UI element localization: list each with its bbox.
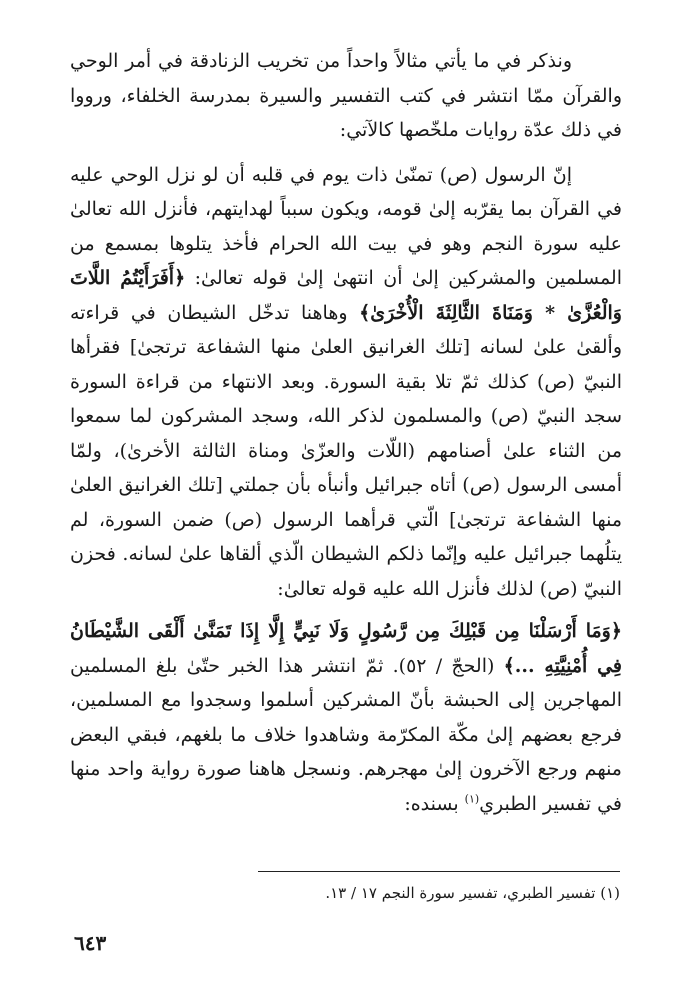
footnote-reference: (١): [464, 792, 480, 806]
quran-verse-hajj: ﴿وَمَا أَرْسَلْنَا مِن قَبْلِكَ مِن رَّسُولٍ وَلَا نَبِيٍّ إِلَّا إِذَا تَمَنَّىٰ أَلْقَى الشَّيْطَانُ فِي أُمْنِيَّتِهِ ...﴾: [70, 620, 623, 677]
page-number: ٦٤٣: [74, 931, 107, 955]
narration-continuation: وهاهنا تدخّل الشيطان في قراءته وألقىٰ علىٰ لسانه [تلك الغرانيق العلىٰ منها الشفاعة ترتجىٰ] فقرأها النبيّ (ص) كذلك ثمّ تلا بقية السورة. وبعد الانتهاء من قراءة السورة سجد النبيّ (ص) والمسلمون لذكر الله، وسجد المشركون لما سمعوا من الثناء علىٰ أصنامهم (اللّات والعزّىٰ ومناة الثالثة الأخرىٰ)، ولمّا أمسى الرسول (ص) أتاه جبرائيل وأنبأه بأن جملتي [تلك الغرانيق العلىٰ منها الشفاعة ترتجىٰ] الّتي قرأهما الرسول (ص) ضمن السورة، لم يتلُهما جبرائيل عليه وإنّما ذلكم الشيطان الّذي ألقاها علىٰ لسانه. فحزن النبيّ (ص) لذلك فأنزل الله عليه قوله تعالىٰ:: [70, 301, 622, 600]
quran-verse-najm: ﴿أَفَرَأَيْتُمُ اللَّاتَ وَالْعُزَّىٰ * وَمَنَاةَ الثَّالِثَةَ الْأُخْرَىٰ﴾: [70, 267, 622, 324]
footnote-divider: [258, 871, 620, 872]
quran-verse-hajj-paragraph: [70, 614, 622, 821]
post-verse-text: (الحجّ / ٥٢). ثمّ انتشر هذا الخبر حتّىٰ بلغ المسلمين المهاجرين إلى الحبشة بأنّ المشركين أسلموا وسجدوا مع المسلمين، فرجع بعضهم إلىٰ مكّة المكرّمة وشاهدوا خلاف ما بلغهم، فبقي البعض منهم ورجع الآخرون إلىٰ مهجرهم. ونسجل هاهنا صورة رواية واحد منها في تفسير الطبري: [70, 654, 622, 815]
narration-paragraph: [70, 158, 622, 607]
page-body: [70, 44, 622, 821]
intro-paragraph: ونذكر في ما يأتي مثالاً واحداً من تخريب الزنادقة في أمر الوحي والقرآن ممّا انتشر في كتب التفسير والسيرة بمدرسة الخلفاء، ورووا في ذلك عدّة روايات ملخّصها كالآتي:: [70, 50, 622, 141]
footnote: (١) تفسير الطبري، تفسير سورة النجم ١٧ / ١٣.: [325, 884, 620, 902]
narration-text: إنّ الرسول (ص) تمنّىٰ ذات يوم في قلبه أن لو نزل الوحي عليه في القرآن بما يقرّبه إلىٰ قومه، ويكون سبباً لهدايتهم، فأنزل الله تعالىٰ عليه سورة النجم وهو في بيت الله الحرام فأخذ يتلوها بمسمع من المسلمين والمشركين إلىٰ أن انتهىٰ إلىٰ قوله تعالىٰ:: [70, 163, 622, 289]
post-verse-ending: بسنده:: [404, 792, 459, 815]
